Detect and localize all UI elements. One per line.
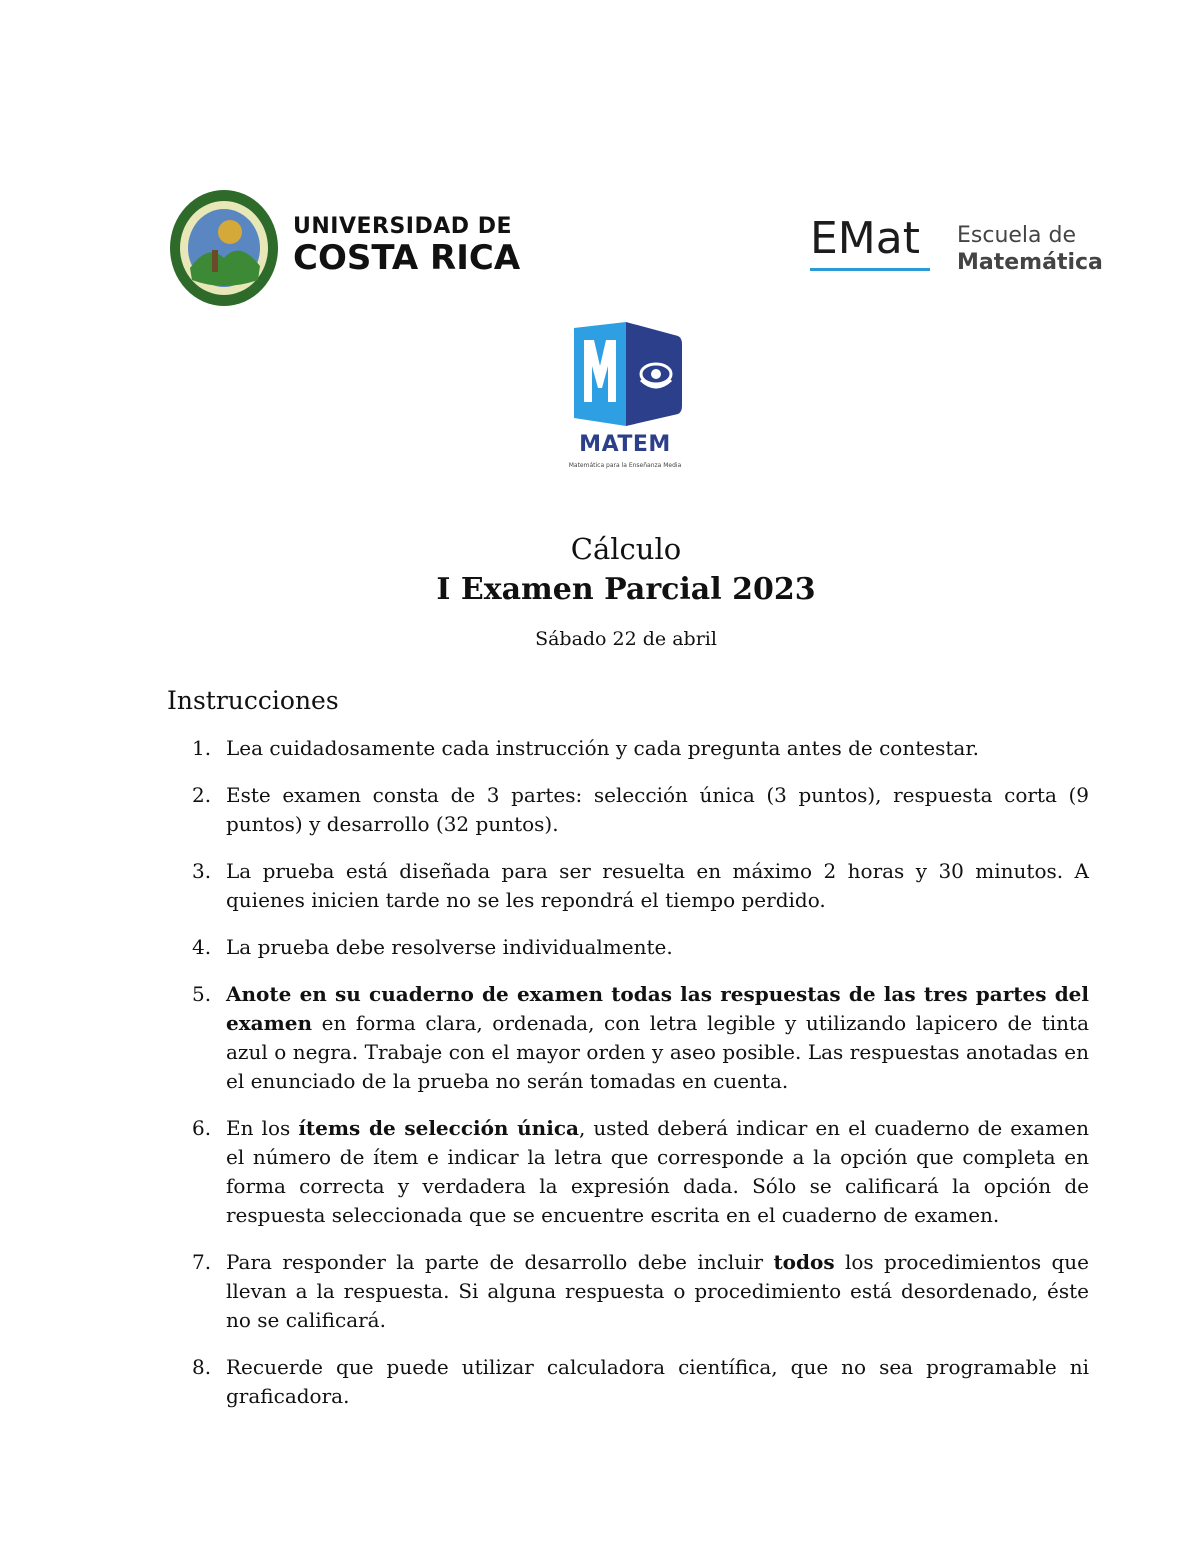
instruction-text: [226, 783, 1089, 836]
exam-date: Sábado 22 de abril: [535, 628, 717, 650]
instruction-text: [226, 1355, 1089, 1408]
instruction-text: [226, 935, 673, 959]
instructions-list: [167, 734, 1089, 1429]
instruction-segment: Para responder la parte de desarrollo debe incluir: [226, 1250, 774, 1274]
instruction-item: [167, 1114, 1089, 1230]
instruction-item: [167, 734, 1089, 763]
instruction-number: 3.: [192, 859, 212, 883]
instruction-number: 1.: [192, 736, 212, 760]
matem-logo-icon: [570, 322, 682, 426]
instruction-item: [167, 980, 1089, 1096]
header-logos: [0, 0, 1200, 469]
ucr-name-line2: COSTA RICA: [293, 238, 521, 278]
instruction-bold-text: Anote en su cuaderno de examen todas las respuestas de las tres partes del examen: [226, 982, 1089, 1035]
instruction-segment: Este examen consta de 3 partes: selección única (3 puntos), respuesta corta (9 puntos) y desarrollo (32 puntos).: [226, 783, 1089, 836]
instruction-item: [167, 781, 1089, 839]
instruction-text: [226, 1250, 1089, 1332]
emat-school-line1: Escuela de: [957, 223, 1077, 248]
instruction-text: [226, 1116, 1089, 1227]
instructions-heading: Instrucciones: [167, 686, 339, 715]
instruction-number: 7.: [192, 1250, 212, 1274]
ucr-name-line1: UNIVERSIDAD DE: [293, 214, 512, 239]
instruction-text: [226, 982, 1089, 1093]
emat-school-line2: Matemática: [957, 250, 1103, 275]
instruction-segment: La prueba está diseñada para ser resuelta en máximo 2 horas y 30 minutos. A quienes inicien tarde no se les repondrá el tiempo perdido.: [226, 859, 1089, 912]
instruction-segment: Lea cuidadosamente cada instrucción y cada pregunta antes de contestar.: [226, 736, 980, 760]
instruction-segment: , usted deberá indicar en el cuaderno de examen el número de ítem e indicar la letra que corresponde a la opción que completa en forma correcta y verdadera la expresión dada. Sólo se calificará la opción de respuesta seleccionada que se encuentre escrita en el cuaderno de examen.: [226, 1116, 1089, 1227]
instruction-text: [226, 859, 1089, 912]
instruction-segment: los procedimientos que llevan a la respuesta. Si alguna respuesta o procedimiento está desordenado, éste no se calificará.: [226, 1250, 1089, 1332]
emat-underline: [810, 268, 930, 271]
instruction-segment: Recuerde que puede utilizar calculadora científica, que no sea programable ni graficadora.: [226, 1355, 1089, 1408]
emat-school-name: [957, 222, 1103, 276]
ucr-wordmark: [293, 214, 520, 276]
instruction-segment: En los: [226, 1116, 299, 1140]
instruction-number: 4.: [192, 935, 212, 959]
instruction-item: [167, 857, 1089, 915]
matem-name: MATEM: [579, 432, 671, 457]
instruction-number: 5.: [192, 982, 212, 1006]
emat-logo: EMat: [810, 213, 920, 264]
exam-title: I Examen Parcial 2023: [436, 572, 816, 607]
instruction-bold-text: ítems de selección única: [298, 1116, 579, 1140]
instruction-text: [226, 736, 979, 760]
instruction-segment: La prueba debe resolverse individualmente.: [226, 935, 673, 959]
ucr-seal-icon: [168, 188, 280, 308]
instruction-item: [167, 1248, 1089, 1335]
instruction-number: 6.: [192, 1116, 212, 1140]
instruction-number: 8.: [192, 1355, 212, 1379]
instruction-item: [167, 933, 1089, 962]
instruction-item: [167, 1353, 1089, 1411]
course-title: Cálculo: [570, 532, 682, 566]
instruction-number: 2.: [192, 783, 212, 807]
matem-tagline: Matemática para la Enseñanza Media: [568, 462, 682, 469]
instruction-bold-text: todos: [773, 1250, 835, 1274]
instruction-segment: en forma clara, ordenada, con letra legible y utilizando lapicero de tinta azul o negra. Trabaje con el mayor orden y aseo posible. Las respuestas anotadas en el enunciado de la prueba no serán tomadas en cuenta.: [226, 1011, 1089, 1093]
